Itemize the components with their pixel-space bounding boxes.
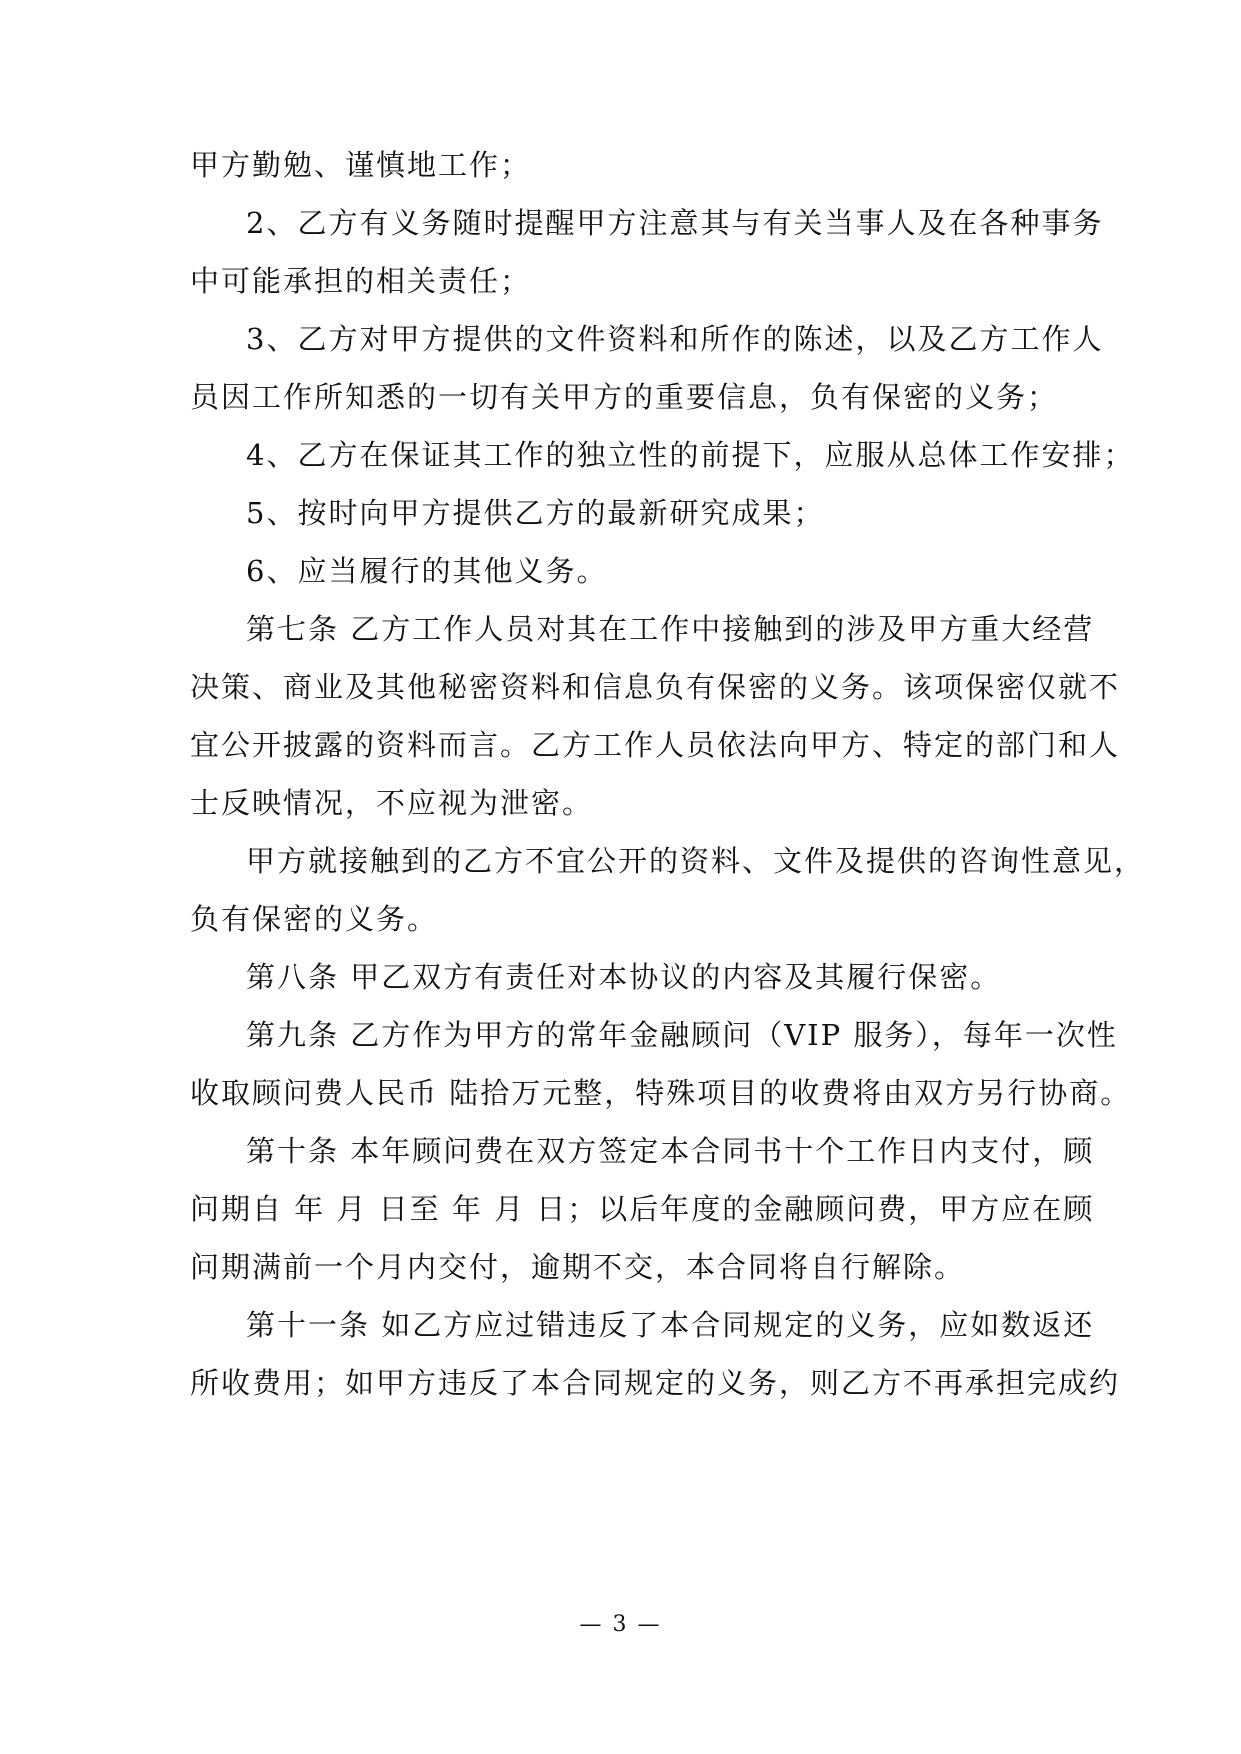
text-line: 5、按时向甲方提供乙方的最新研究成果； — [246, 496, 825, 530]
text-line: 甲方勤勉、谨慎地工作； — [190, 148, 532, 182]
text-line: 负有保密的义务。 — [190, 902, 439, 936]
text-line: 问期自 年 月 日至 年 月 日；以后年度的金融顾问费，甲方应在顾 — [190, 1192, 1095, 1226]
text-line: 决策、商业及其他秘密资料和信息负有保密的义务。该项保密仅就不 — [190, 670, 1121, 704]
text-line: 第八条 甲乙双方有责任对本协议的内容及其履行保密。 — [246, 960, 1002, 994]
text-line: 第九条 乙方作为甲方的常年金融顾问（VIP 服务），每年一次性 — [246, 1018, 1118, 1052]
text-line: 第十一条 如乙方应过错违反了本合同规定的义务，应如数返还 — [246, 1308, 1095, 1342]
text-line: 士反映情况，不应视为泄密。 — [190, 786, 594, 820]
text-line: 第七条 乙方工作人员对其在工作中接触到的涉及甲方重大经营 — [246, 612, 1095, 646]
text-line: 2、乙方有义务随时提醒甲方注意其与有关当事人及在各种事务 — [246, 206, 1104, 240]
text-line: 所收费用；如甲方违反了本合同规定的义务，则乙方不再承担完成约 — [190, 1366, 1121, 1400]
text-line: 中可能承担的相关责任； — [190, 264, 532, 298]
text-line: 6、应当履行的其他义务。 — [246, 554, 608, 588]
text-line: 第十条 本年顾问费在双方签定本合同书十个工作日内支付，顾 — [246, 1134, 1095, 1168]
page-number: — 3 — — [579, 1612, 662, 1637]
text-line: 甲方就接触到的乙方不宜公开的资料、文件及提供的咨询性意见， — [246, 844, 1146, 878]
text-line: 宜公开披露的资料而言。乙方工作人员依法向甲方、特定的部门和人 — [190, 728, 1121, 762]
text-line: 员因工作所知悉的一切有关甲方的重要信息，负有保密的义务； — [190, 380, 1059, 414]
text-line: 收取顾问费人民币 陆拾万元整，特殊项目的收费将由双方另行协商。 — [190, 1076, 1132, 1110]
text-line: 4、乙方在保证其工作的独立性的前提下，应服从总体工作安排； — [246, 438, 1135, 472]
text-line: 问期满前一个月内交付，逾期不交，本合同将自行解除。 — [190, 1250, 966, 1284]
text-line: 3、乙方对甲方提供的文件资料和所作的陈述，以及乙方工作人 — [246, 322, 1104, 356]
